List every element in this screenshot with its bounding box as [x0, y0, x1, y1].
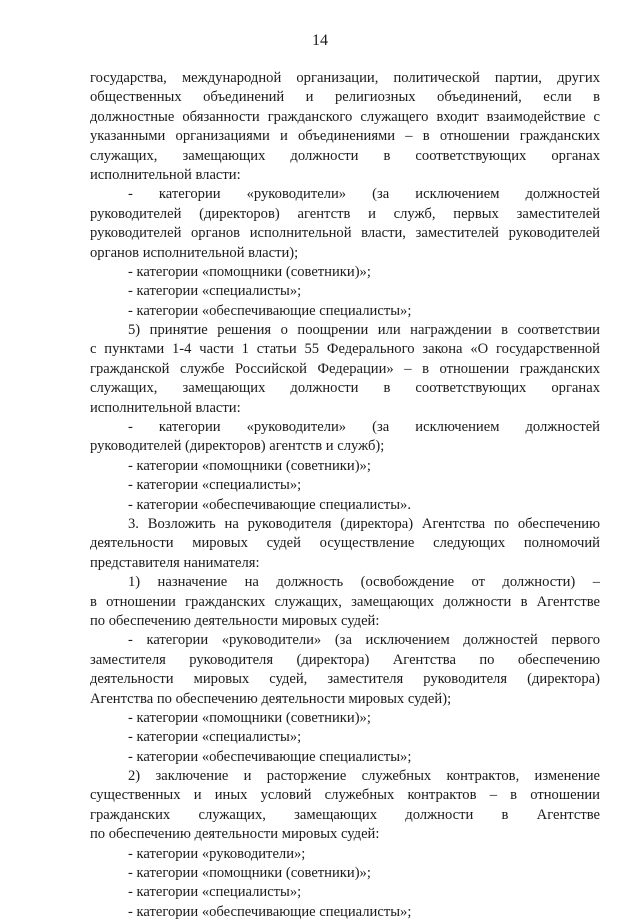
text-line: указанными организациями и объединениями – в отношении гражданских: [90, 128, 600, 145]
page-number: 14: [312, 32, 328, 49]
text-line: - категории «обеспечивающие специалисты»;: [128, 903, 412, 920]
text-line: - категории «обеспечивающие специалисты»;: [128, 302, 412, 319]
text-line: гражданской службе Российской Федерации» – в отношении гражданских: [90, 360, 600, 377]
text-line: деятельности мировых судей, заместителя руководителя (директора): [90, 671, 600, 688]
text-line: руководителей (директоров) агентств и служб, первых заместителей: [90, 205, 600, 222]
text-line: руководителей (директоров) агентств и служб);: [90, 438, 385, 455]
text-line: - категории «помощники (советники)»;: [128, 263, 371, 280]
text-line: 1) назначение на должность (освобождение от должности) –: [128, 574, 600, 591]
text-line: - категории «руководители» (за исключением должностей: [128, 419, 600, 436]
text-line: по обеспечению деятельности мировых судей:: [90, 826, 380, 843]
text-line: - категории «обеспечивающие специалисты».: [128, 496, 411, 513]
text-line: исполнительной власти:: [90, 399, 241, 416]
text-line: органов исполнительной власти);: [90, 244, 299, 261]
text-line: государства, международной организации, политической партии, других: [90, 70, 600, 86]
text-line: - категории «специалисты»;: [128, 283, 302, 300]
text-line: представителя нанимателя:: [90, 554, 260, 571]
text-line: - категории «специалисты»;: [128, 729, 302, 746]
text-line: по обеспечению деятельности мировых судей:: [90, 612, 380, 629]
text-line: должностные обязанности гражданского служащего входит взаимодействие с: [90, 108, 600, 125]
text-line: - категории «обеспечивающие специалисты»;: [128, 748, 412, 765]
text-line: общественных объединений и религиозных объединений, если в: [90, 89, 600, 106]
text-line: - категории «помощники (советники)»;: [128, 457, 371, 474]
text-line: - категории «специалисты»;: [128, 884, 302, 901]
text-line: служащих, замещающих должности в соответствующих органах: [90, 380, 600, 397]
text-line: - категории «помощники (советники)»;: [128, 865, 371, 882]
text-line: Агентства по обеспечению деятельности мировых судей);: [90, 690, 452, 707]
text-line: заместителя руководителя (директора) Агентства по обеспечению: [90, 651, 600, 668]
text-line: в отношении гражданских служащих, замещающих должности в Агентстве: [90, 593, 600, 610]
text-line: - категории «руководители»;: [128, 845, 306, 862]
text-line: служащих, замещающих должности в соответствующих органах: [90, 147, 600, 164]
document-body: [90, 69, 600, 922]
text-line: руководителей органов исполнительной власти, заместителей руководителей: [90, 225, 600, 242]
text-line: гражданских служащих, замещающих должности в Агентстве: [90, 806, 600, 823]
text-line: - категории «специалисты»;: [128, 477, 302, 494]
text-line: - категории «руководители» (за исключением должностей: [128, 186, 600, 203]
text-line: существенных и иных условий служебных контрактов – в отношении: [90, 787, 600, 804]
text-line: - категории «руководители» (за исключением должностей первого: [128, 632, 600, 649]
text-line: - категории «помощники (советники)»;: [128, 709, 371, 726]
text-line: 2) заключение и расторжение служебных контрактов, изменение: [128, 768, 600, 785]
text-line: 5) принятие решения о поощрении или награждении в соответствии: [128, 322, 600, 339]
text-line: деятельности мировых судей осуществление следующих полномочий: [90, 535, 600, 552]
text-line: исполнительной власти:: [90, 166, 241, 183]
text-line: 3. Возложить на руководителя (директора) Агентства по обеспечению: [128, 515, 600, 532]
text-line: с пунктами 1-4 части 1 статьи 55 Федерального закона «О государственной: [90, 341, 600, 358]
